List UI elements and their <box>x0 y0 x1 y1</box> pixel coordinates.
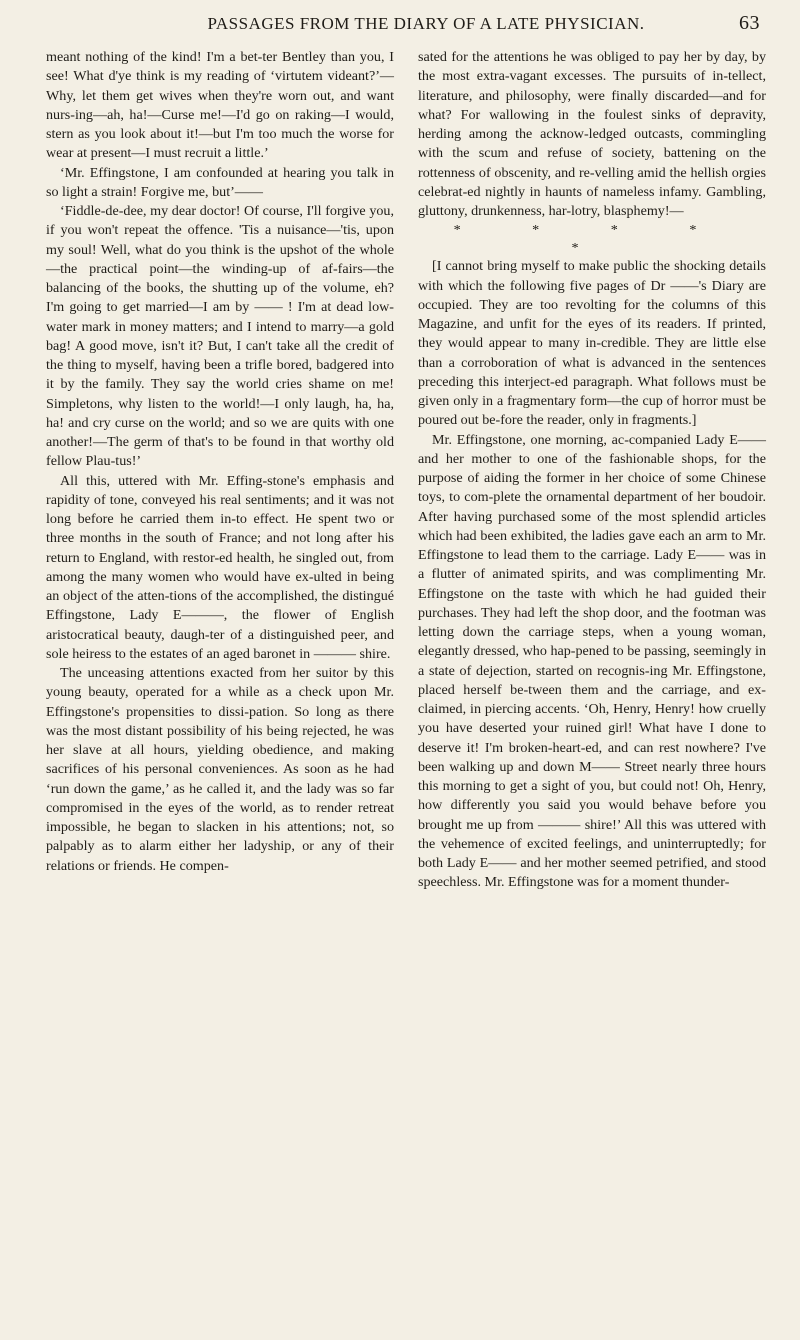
paragraph: meant nothing of the kind! I'm a bet-ter Bentley than you, I see! What d'ye think is my reading of ‘virtutem videant?’—Why, let them get wives when they're worn out, and want nurs-ing—ah, ha!—Curse me!—I'd go on raking—I would, stern as you look about it!—but I'm too much the worse for wear at present—I must recruit a little.’ <box>46 49 394 162</box>
running-head <box>46 14 766 42</box>
page-number: 63 <box>739 12 760 34</box>
paragraph: The unceasing attentions exacted from her suitor by this young beauty, operated for a while as a check upon Mr. Effingstone's propensities to dissi-pation. So long as there was the most distant possibility of his being rejected, he was her slave at all hours, yielding obedience, and making sacrifices of his personal conveniences. As soon as he had ‘run down the game,’ as he called it, and the lady was so far compromised in the eyes of the world, as to render retreat impossible, he began to slacken in his attentions; not, so palpably as to alarm either her ladyship, or any of their relations or friends. He compen- <box>46 665 394 874</box>
paragraph: sated for the attentions he was obliged to pay her by day, by the most extra-vagant excesses. The pursuits of in-tellect, literature, and philosophy, were finally discarded—and for what? For wallowing in the foulest sinks of depravity, herding among the acknow-ledged outcasts, commingling with the scum and refuse of society, battening on the rottenness of obscenity, and re-velling amid the hellish orgies celebrat-ed nightly in haunts of nameless infamy. Gambling, gluttony, drunkenness, har-lotry, blasphemy!— <box>418 49 766 219</box>
paragraph: ‘Fiddle-de-dee, my dear doctor! Of course, I'll forgive you, if you won't repeat the offence. 'Tis a nuisance—'tis, upon my soul! Well, what do you think is the upshot of the whole—the practical point—the winding-up of af-fairs—the balancing of the books, the shutting up of the volume, eh? I'm going to get married—I am by —— ! I'm at dead low-water mark in money matters; and I intend to marry—a gold bag! A good move, isn't it? But, I can't take all the credit of the thing to myself, having been a trifle bored, badgered into it by the family. They say the world cries shame on me! Simpletons, why listen to the world!—I only laugh, ha, ha, ha! and cry curse on the world; and so we are quits with one another!—The germ of that's to be found in that worthy old fellow Plau-tus!’ <box>46 203 394 470</box>
paragraph: ‘Mr. Effingstone, I am confounded at hearing you talk in so light a strain! Forgive me, but’—— <box>46 164 394 200</box>
text-columns <box>46 48 766 893</box>
paragraph: Mr. Effingstone, one morning, ac-companied Lady E—— and her mother to one of the fashionable shops, for the purpose of aiding the former in her choice of some Chinese toys, to com-plete the ornamental department of her boudoir. After having purchased some of the most splendid articles which had been exhibited, the ladies gave each an arm to Mr. Effingstone to lead them to the carriage. Lady E—— was in a flutter of animated spirits, and was complimenting Mr. Effingstone on the taste with which he had guided their purchases. They had left the shop door, and the footman was letting down the carriage steps, when a young woman, elegantly dressed, who hap-pened to be passing, seemingly in a state of dejection, started on recognis-ing Mr. Effingstone, placed herself be-tween them and the carriage, and ex-claimed, in piercing accents. ‘Oh, Henry, Henry! how cruelly you have deserted your ruined girl! What have I done to deserve it! I'm broken-heart-ed, and can rest nowhere? I've been walking up and down M—— Street nearly three hours this morning to get a sight of you, but could not! Oh, Henry, how differently you said you would behave before you brought me up from ——— shire!’ All this was uttered with the vehemence of excited feelings, and uninterruptedly; for both Lady E—— and her mother seemed petrified, and stood speechless. Mr. Effingstone was for a moment thunder- <box>418 431 766 891</box>
left-column <box>46 48 394 893</box>
paragraph: All this, uttered with Mr. Effing-stone's emphasis and rapidity of tone, conveyed his real sentiments; and it was not long before he carried them in-to effect. He spent two or three months in the south of France; and not long after his return to England, with restor-ed health, he singled out, from among the many women who would have ex-ulted in being an object of the atten-tions of the accomplished, the distingué Effingstone, Lady E———, the flower of English aristocratical beauty, daugh-ter of a distinguished peer, and sole heiress to the estates of an aged baronet in ——— shire. <box>46 472 394 662</box>
section-break-asterisks: * * * * * <box>453 222 731 257</box>
editorial-note: [I cannot bring myself to make public the shocking details with which the following five pages of Dr ——'s Diary are occupied. They are too revolting for the columns of this Magazine, and unfit for the eyes of its readers. If printed, they would appear to many in-credible. They are little else than a corroboration of what is advanced in the sentences preceding this interject-ed paragraph. What follows must be given only in a fragmentary form—the cup of horror must be poured out be-fore the reader, only in fragments.] <box>418 258 766 429</box>
running-title: PASSAGES FROM THE DIARY OF A LATE PHYSICIAN. <box>207 14 645 33</box>
right-column <box>418 48 766 893</box>
